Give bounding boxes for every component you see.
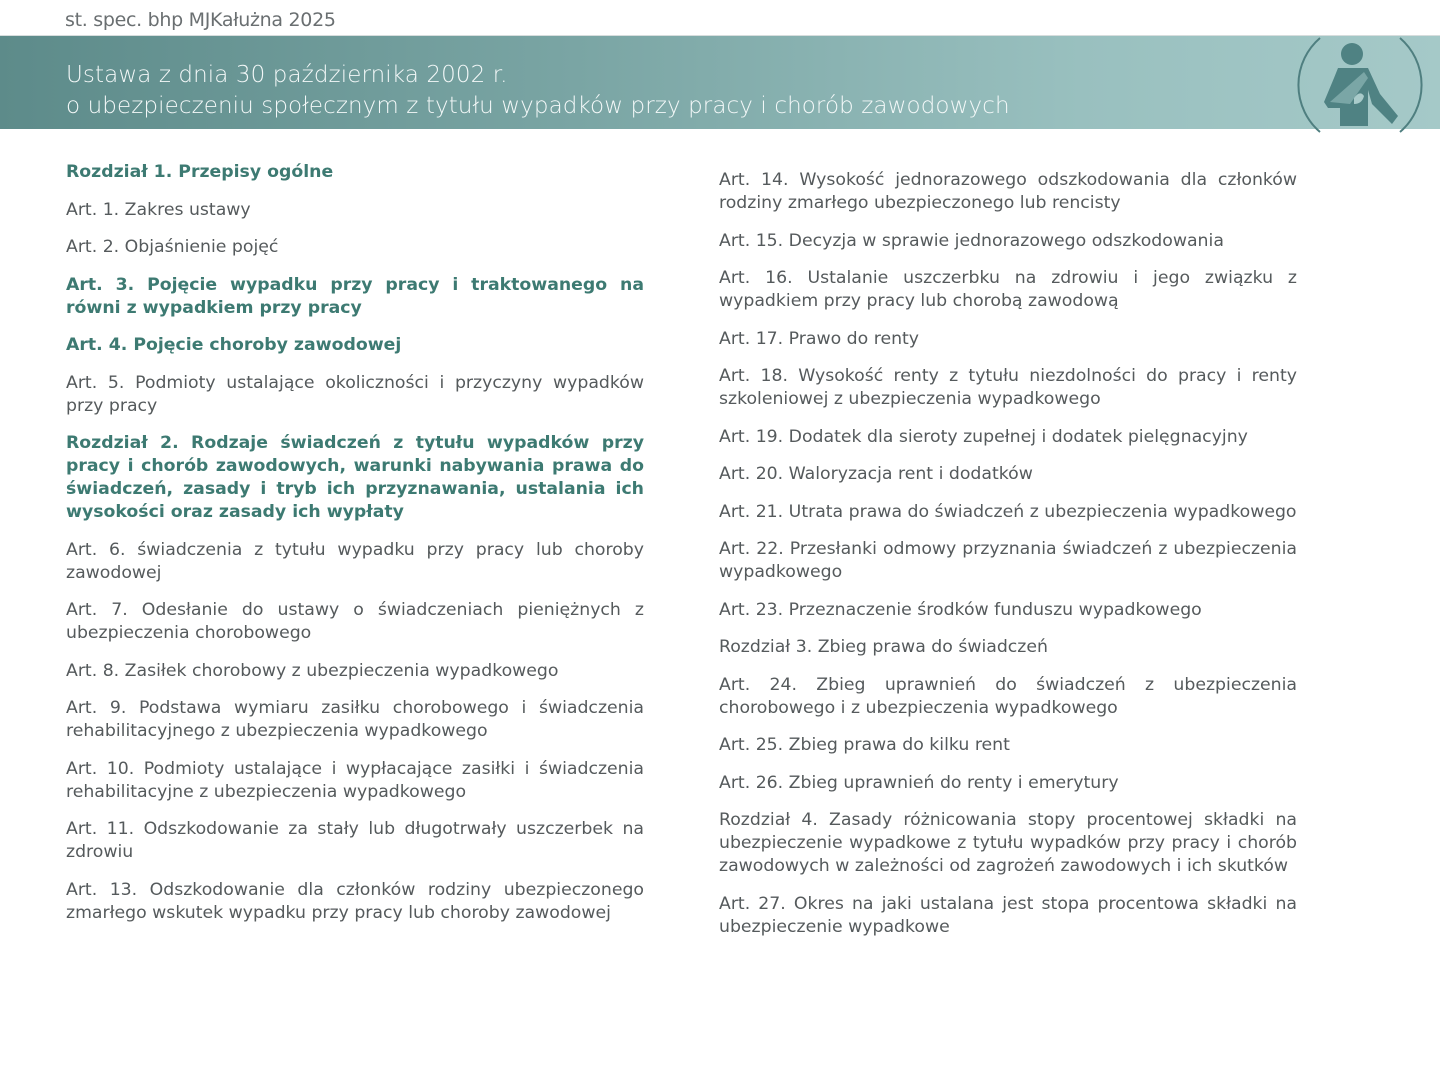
toc-entry-rozdzial-3[interactable]: Rozdział 3. Zbieg prawa do świadczeń (719, 637, 1048, 657)
toc-entry-art-16[interactable]: Art. 16. Ustalanie uszczerbku na zdrowiu i jego związku z wypadkiem przy pracy lub chorobą zawodową (719, 268, 1297, 311)
right-column-toc (719, 169, 1297, 953)
toc-entry-art-22[interactable]: Art. 22. Przesłanki odmowy przyznania świadczeń z ubezpieczenia wypadkowego (719, 539, 1297, 582)
toc-entry-rozdzial-4[interactable]: Rozdział 4. Zasady różnicowania stopy procentowej składki na ubezpieczenie wypadkowe z tytułu wypadków przy pracy i chorób zawodowych w zależności od zagrożeń zawodowych i ich skutków (719, 810, 1297, 876)
toc-entry-art-1[interactable]: Art. 1. Zakres ustawy (66, 199, 251, 220)
toc-entry-art-18[interactable]: Art. 18. Wysokość renty z tytułu niezdolności do pracy i renty szkoleniowej z ubezpieczenia wypadkowego (719, 366, 1297, 409)
toc-entry-art-17[interactable]: Art. 17. Prawo do renty (719, 328, 920, 349)
toc-entry-art-15[interactable]: Art. 15. Decyzja w sprawie jednorazowego odszkodowania (719, 230, 1224, 251)
toc-entry-art-21[interactable]: Art. 21. Utrata prawa do świadczeń z ubezpieczenia wypadkowego (719, 501, 1297, 522)
toc-entry-art-9[interactable]: Art. 9. Podstawa wymiaru zasiłku chorobowego i świadczenia rehabilitacyjnego z ubezpieczenia wypadkowego (66, 698, 644, 741)
toc-entry-art-11[interactable]: Art. 11. Odszkodowanie za stały lub długotrwały uszczerbek na zdrowiu (66, 819, 644, 862)
document-title (66, 60, 1010, 122)
toc-entry-art-8[interactable]: Art. 8. Zasiłek chorobowy z ubezpieczenia wypadkowego (66, 660, 559, 681)
toc-entry-art-27[interactable]: Art. 27. Okres na jaki ustalana jest stopa procentowa składki na ubezpieczenie wypadkowe (719, 893, 1297, 937)
toc-entry-art-24[interactable]: Art. 24. Zbieg uprawnień do świadczeń z ubezpieczenia chorobowego i z ubezpieczenia wypadkowego (719, 674, 1297, 718)
toc-entry-art-14[interactable]: Art. 14. Wysokość jednorazowego odszkodowania dla członków rodziny zmarłego ubezpieczonego lub rencisty (719, 170, 1297, 213)
toc-entry-art-4[interactable]: Art. 4. Pojęcie choroby zawodowej (66, 335, 402, 355)
toc-entry-art-2[interactable]: Art. 2. Objaśnienie pojęć (66, 237, 279, 257)
toc-entry-art-25[interactable]: Art. 25. Zbieg prawa do kilku rent (719, 735, 1010, 755)
title-line-2: o ubezpieczeniu społecznym z tytułu wypadków przy pracy i chorób zawodowych (66, 93, 1010, 119)
toc-entry-art-20[interactable]: Art. 20. Waloryzacja rent i dodatków (719, 464, 1033, 484)
toc-entry-art-23[interactable]: Art. 23. Przeznaczenie środków funduszu wypadkowego (719, 599, 1202, 620)
injured-person-arm-sling-icon (1290, 34, 1430, 134)
toc-entry-art-19[interactable]: Art. 19. Dodatek dla sieroty zupełnej i dodatek pielęgnacyjny (719, 426, 1248, 447)
toc-entry-art-13[interactable]: Art. 13. Odszkodowanie dla członków rodziny ubezpieczonego zmarłego wskutek wypadku przy pracy lub choroby zawodowej (66, 879, 644, 923)
toc-entry-art-5[interactable]: Art. 5. Podmioty ustalające okoliczności i przyczyny wypadków przy pracy (66, 372, 644, 416)
toc-entry-art-26[interactable]: Art. 26. Zbieg uprawnień do renty i emerytury (719, 772, 1119, 793)
toc-entry-art-3[interactable]: Art. 3. Pojęcie wypadku przy pracy i traktowanego na równi z wypadkiem przy pracy (66, 274, 644, 318)
author-credit: st. spec. bhp MJKałużna 2025 (65, 9, 336, 31)
toc-entry-rozdzial-1[interactable]: Rozdział 1. Przepisy ogólne (66, 162, 334, 182)
title-banner (0, 35, 1440, 129)
toc-entry-rozdzial-2[interactable]: Rozdział 2. Rodzaje świadczeń z tytułu wypadków przy pracy i chorób zawodowych, warunki nabywania prawa do świadczeń, zasady i tryb ich przyznawania, ustalania ich wysokości oraz zasady ich wypłaty (66, 433, 644, 522)
toc-entry-art-6[interactable]: Art. 6. świadczenia z tytułu wypadku przy pracy lub choroby zawodowej (66, 539, 644, 583)
title-line-1: Ustawa z dnia 30 października 2002 r. (66, 62, 508, 88)
toc-entry-art-7[interactable]: Art. 7. Odesłanie do ustawy o świadczeniach pieniężnych z ubezpieczenia chorobowego (66, 600, 644, 643)
toc-entry-art-10[interactable]: Art. 10. Podmioty ustalające i wypłacające zasiłki i świadczenia rehabilitacyjne z ubezpieczenia wypadkowego (66, 758, 644, 802)
left-column-toc (66, 161, 644, 939)
